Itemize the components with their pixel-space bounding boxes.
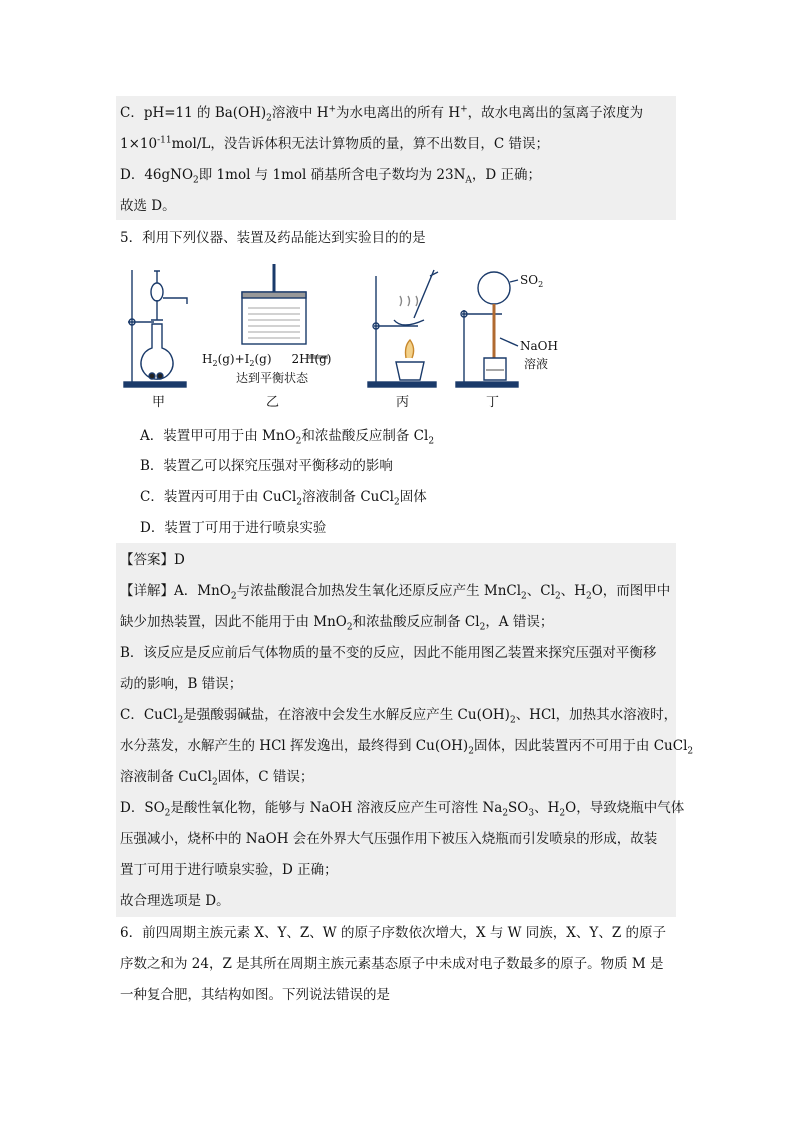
answer-q5: 【答案】D [120,552,185,568]
option-d: D．装置丁可用于进行喷泉实验 [140,520,327,536]
label-bing: 丙 [396,395,410,410]
part-c-line-2: $1\times 10^{-11}mol/L$，没告诉体积无法计算物质的量，算不出数目，C 错误； [120,135,549,152]
detail-c-line-2: 水分蒸发，水解产生的 HCl 挥发逸出，最终得到 $Cu(OH)_2$固体，因此装置丙不可用于由 CuCl$_2$ [120,738,694,757]
detail-c-line-3: 溶液制备 CuCl$_2$固体，C 错误； [120,769,314,788]
equilibrium-caption: 达到平衡状态 [236,371,309,385]
naoh-label: NaOH [520,339,558,353]
part-c-line-1: C．pH=11 的 $Ba(OH)_2$溶液中 H+为水电离出的所有 H+，故水电离出的氢离子浓度为 [120,104,644,124]
question-6-line-1: 6．前四周期主族元素 X、Y、Z、W 的原子序数依次增大，X 与 W 同族，X、Y、Z 的原子 [120,925,667,941]
apparatus-jia [124,270,187,387]
detail-d-line-2: 压强减小，烧杯中的 NaOH 会在外界大气压强作用下被压入烧瓶而引发喷泉的形成，故装 [120,831,658,847]
apparatus-yi [242,264,306,344]
option-b: B．装置乙可以探究压强对平衡移动的影响 [140,458,393,474]
question-6-line-2: 序数之和为 24，Z 是其所在周期主族元素基态原子中未成对电子数最多的原子。物质 M 是 [120,956,664,972]
label-jia: 甲 [152,395,166,410]
option-a: A．装置甲可用于由 MnO$_2$和浓盐酸反应制备 $Cl_2$ [140,428,435,447]
detail-d-line-3: 置丁可用于进行喷泉实验，D 正确； [120,862,338,878]
detail-d-line-1: D．$SO_2$是酸性氧化物，能够与 NaOH 溶液反应产生可溶性 $Na_2SO_3$、$H_2O$，导致烧瓶中气体 [120,800,685,819]
option-c: C．装置丙可用于由 CuCl$_2$溶液制备 CuCl$_2$固体 [140,489,427,508]
conclusion-q4: 故选 D。 [120,198,176,214]
question-5-stem: 5．利用下列仪器、装置及药品能达到实验目的的是 [120,230,426,246]
solution-label: 溶液 [524,357,549,371]
label-ding: 丁 [486,395,500,410]
detail-a-line-1: 【详解】A．MnO$_2$与浓盐酸混合加热发生氧化还原反应产生 MnCl$_2$、$Cl_2$、$H_2O$，而图甲中 [120,583,671,602]
apparatus-ding [456,272,518,387]
detail-a-line-2: 缺少加热装置，因此不能用于由 MnO$_2$和浓盐酸反应制备 $Cl_2$，A 错误； [120,614,554,633]
detail-c-line-1: C．CuCl$_2$是强酸弱碱盐，在溶液中会发生水解反应产生 $Cu(OH)_2$、HCl，加热其水溶液时， [120,707,678,726]
question-6-line-3: 一种复合肥，其结构如图。下列说法错误的是 [120,987,390,1003]
label-yi: 乙 [266,395,280,410]
detail-b-line-1: B．该反应是反应前后气体物质的量不变的反应，因此不能用图乙装置来探究压强对平衡移 [120,645,657,661]
reaction-equation: $H_2(g)+I_2(g)$ 2HI(g) [202,352,332,368]
part-d-line: D．46gNO$_2$即 1mol 与 1mol 硝基所含电子数均为 $23N_A$，D 正确； [120,167,542,186]
apparatus-bing [368,270,438,387]
detail-b-line-2: 动的影响，B 错误； [120,676,243,692]
conclusion-q5: 故合理选项是 D。 [120,893,230,909]
apparatus-figure [118,258,588,418]
so2-label: $SO_2$ [520,273,544,289]
